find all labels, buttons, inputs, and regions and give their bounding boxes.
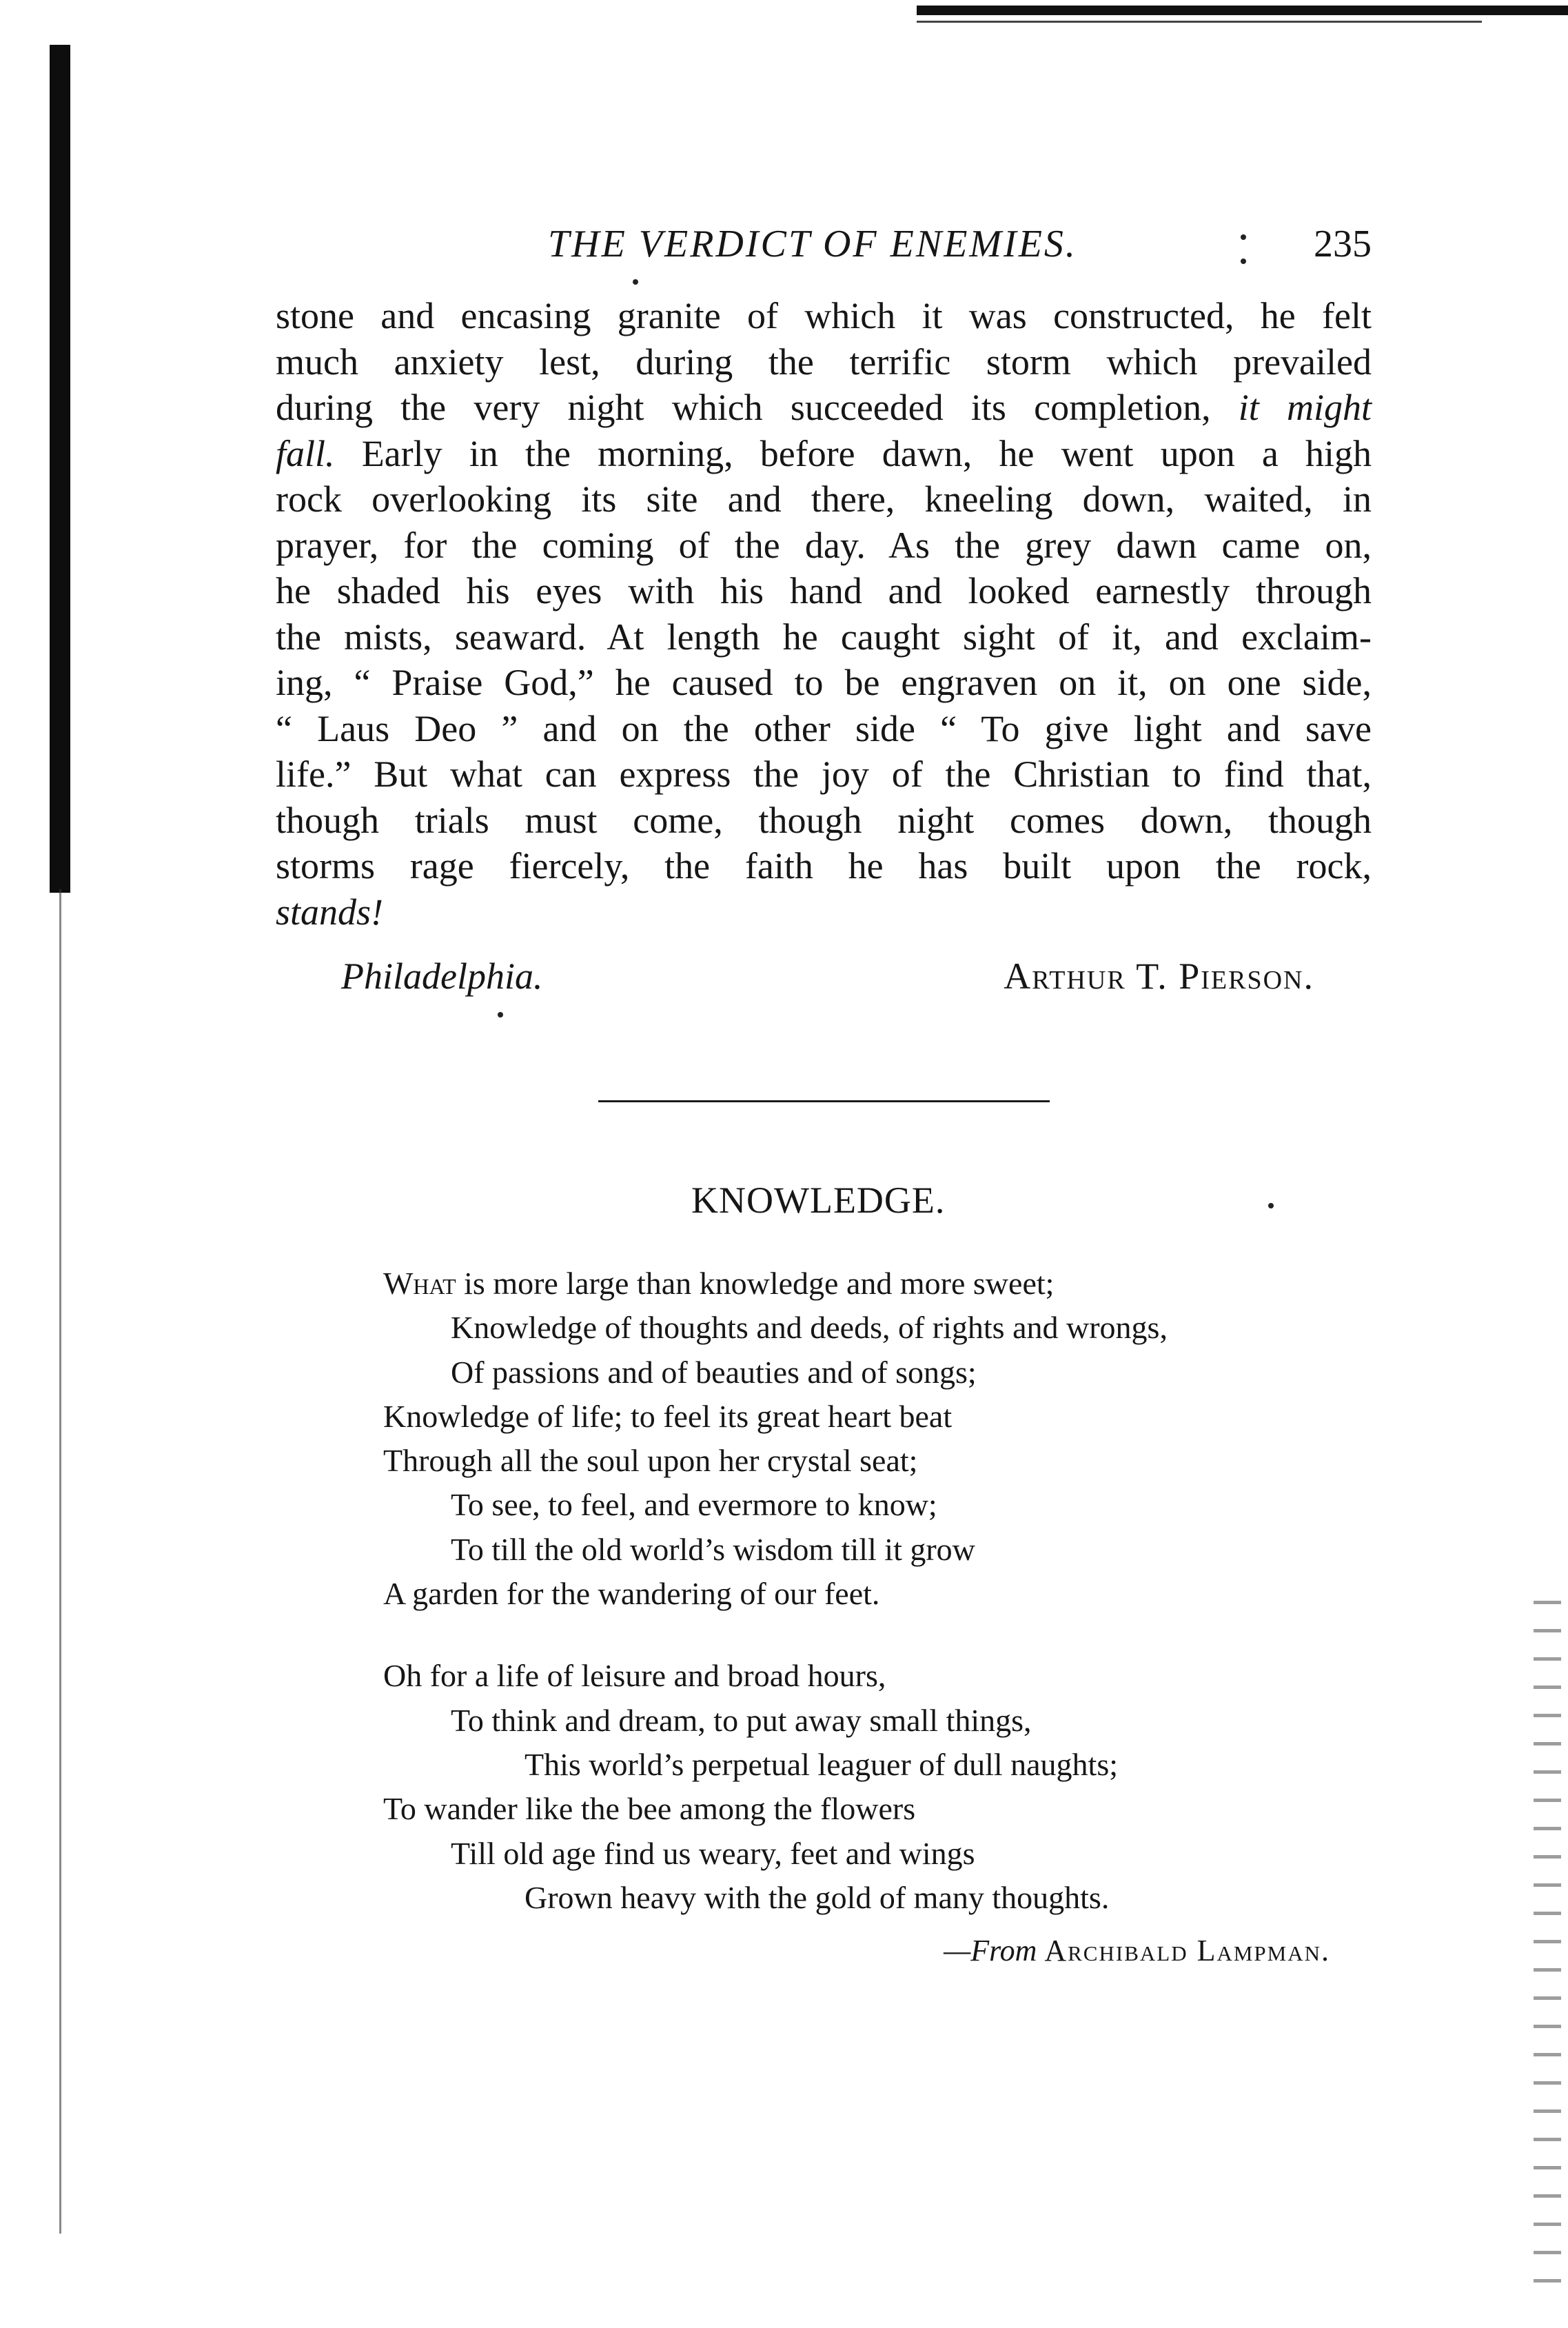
section-divider — [598, 1100, 1050, 1102]
poem-line: To see, to feel, and evermore to know; — [451, 1487, 937, 1523]
poem-line: Of passions and of beauties and of songs; — [451, 1354, 977, 1390]
poem-line — [383, 1262, 1348, 1306]
scan-edge-shadow — [50, 45, 70, 893]
prose-line — [276, 385, 1372, 431]
poem-line: Oh for a life of leisure and broad hours, — [383, 1658, 886, 1694]
prose-line: much anxiety lest, during the terrific storm which prevailed — [276, 341, 1372, 383]
prose-text: during the very night which succeeded its completion, — [276, 387, 1211, 428]
poem-attribution — [944, 1933, 1330, 1968]
attribution-poet: Archibald Lampman. — [1044, 1934, 1330, 1967]
prose-line: ing, “ Praise God,” he caused to be engraven on it, on one side, — [276, 662, 1372, 703]
poem-line: Knowledge of thoughts and deeds, of rights and wrongs, — [451, 1310, 1168, 1346]
poem-text: is more large than knowledge and more sweet; — [456, 1266, 1055, 1301]
running-head — [276, 222, 1372, 277]
prose-line: life.” But what can express the joy of the Christian to find that, — [276, 753, 1372, 795]
prose-line: storms rage fiercely, the faith he has built upon the rock, — [276, 845, 1372, 887]
prose-line: “ Laus Deo ” and on the other side “ To give light and save — [276, 707, 1372, 749]
author-name: Arthur T. Pierson. — [1004, 955, 1314, 997]
poem-line: To think and dream, to put away small things, — [451, 1702, 1032, 1738]
poem-line: Knowledge of life; to feel its great heart beat — [383, 1398, 953, 1434]
place-name: Philadelphia. — [341, 955, 543, 997]
poem-line: Grown heavy with the gold of many thoughts. — [525, 1879, 1110, 1915]
poem-line: A garden for the wandering of our feet. — [383, 1576, 880, 1612]
attribution-from: —From — [944, 1934, 1037, 1967]
signature — [276, 955, 1372, 1003]
scan-top-bar — [917, 6, 1568, 15]
prose-line: he shaded his eyes with his hand and looked earnestly through — [276, 570, 1372, 611]
poem-line: To till the old world’s wisdom till it grow — [451, 1531, 975, 1567]
prose-line — [276, 431, 1372, 477]
scan-speck — [1268, 1203, 1274, 1208]
poem-line: Through all the soul upon her crystal seat; — [383, 1443, 918, 1479]
scan-edge-line — [59, 889, 61, 2234]
prose-line: the mists, seaward. At length he caught sight of it, and exclaim- — [276, 616, 1372, 658]
poem-line: Till old age find us weary, feet and wings — [451, 1835, 975, 1871]
prose-italic-text: it might — [1238, 387, 1372, 428]
prose-paragraph — [276, 293, 1372, 935]
scan-speck — [633, 279, 638, 285]
page-number: 235 — [1314, 223, 1372, 265]
prose-line: though trials must come, though night comes down, though — [276, 799, 1372, 841]
prose-line: rock overlooking its site and there, kneeling down, waited, in — [276, 478, 1372, 520]
poem-line: To wander like the bee among the flowers — [383, 1791, 916, 1827]
stanza-break — [383, 1616, 1348, 1654]
prose-line: stone and encasing granite of which it was constructed, he felt — [276, 295, 1372, 336]
prose-line: stands! — [276, 891, 384, 933]
prose-line: prayer, for the coming of the day. As the grey dawn came on, — [276, 524, 1372, 566]
prose-text: Early in the morning, before dawn, he went upon a high — [361, 432, 1372, 474]
poem-first-word: What — [383, 1266, 456, 1301]
prose-italic-text: fall. — [276, 432, 335, 474]
poem-body — [383, 1262, 1348, 1920]
scan-speck — [498, 1012, 503, 1018]
poem-title: KNOWLEDGE. — [691, 1180, 946, 1221]
poem-line: This world’s perpetual leaguer of dull naughts; — [525, 1746, 1119, 1782]
scan-right-noise — [1534, 1586, 1561, 2302]
scan-top-line — [917, 21, 1482, 23]
running-title: THE VERDICT OF ENEMIES. — [548, 223, 1077, 265]
